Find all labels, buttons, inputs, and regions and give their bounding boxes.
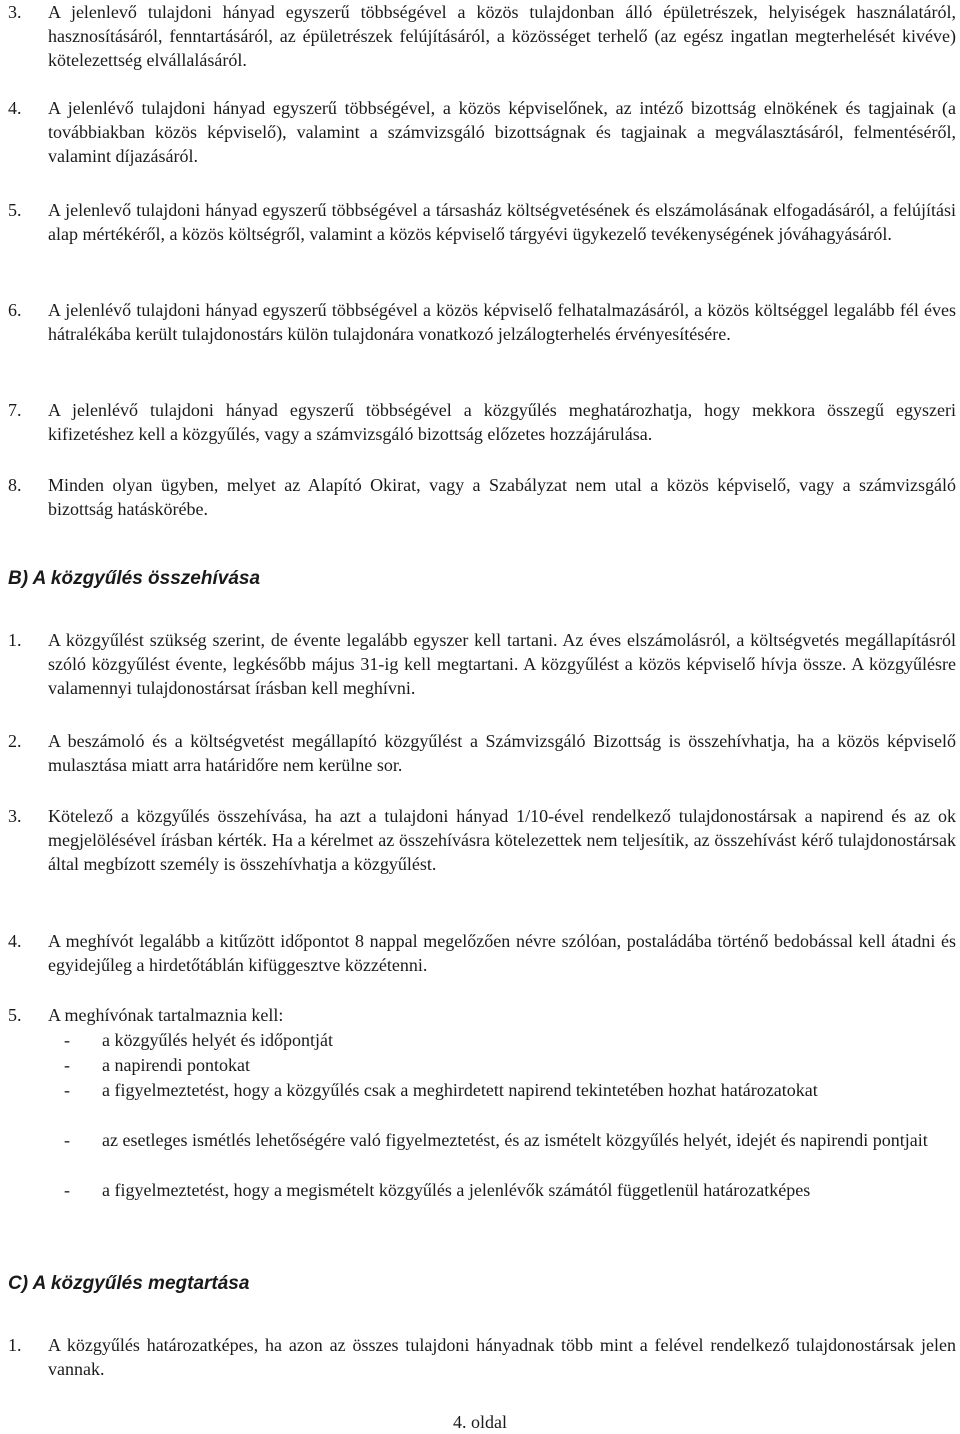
dash-item-text: a közgyűlés helyét és időpontját (102, 1030, 333, 1050)
list-item (8, 473, 956, 521)
list-item (8, 1333, 956, 1381)
dash-list-item (64, 1053, 956, 1077)
item-number: 3. (8, 806, 22, 826)
item-text: Kötelező a közgyűlés összehívása, ha azt a tulajdoni hányad 1/10-ével rendelkező tulajdonostársak a napirend és az ok megjelölésével írásban kérték. Ha a kérelmet az összehívásra kötelezettek nem teljesítik, az összehívást kérő tulajdonostársak által megbízott személy is összehívhatja a közgyűlést. (48, 806, 956, 874)
item-number: 3. (8, 2, 22, 22)
section-heading: C) A közgyűlés megtartása (8, 1273, 250, 1294)
item-text: A meghívónak tartalmaznia kell: (48, 1005, 284, 1025)
item-text: A jelenlévő tulajdoni hányad egyszerű többségével a közgyűlés meghatározhatja, hogy mekkora összegű egyszeri kifizetéshez kell a közgyűlés, vagy a számvizsgáló bizottság előzetes hozzájárulása. (48, 400, 956, 444)
list-item (8, 1003, 956, 1027)
dash-list-item (64, 1028, 956, 1052)
dash-item-text: a napirendi pontokat (102, 1055, 250, 1075)
list-item (8, 729, 956, 777)
item-text: A jelenlévő tulajdoni hányad egyszerű többségével, a közös képviselőnek, az intéző bizottság elnökének és tagjainak (a továbbiakban közös képviselő), valamint a számvizsgáló bizottságnak és tagjainak a megválasztásáról, felmentéséről, valamint díjazásáról. (48, 98, 956, 166)
dash-mark: - (64, 1130, 70, 1150)
dash-mark: - (64, 1080, 70, 1100)
dash-item-text: az esetleges ismétlés lehetőségére való figyelmeztetést, és az ismételt közgyűlés helyét, idejét és napirendi pontjait (102, 1130, 928, 1150)
list-item (8, 804, 956, 876)
dash-mark: - (64, 1055, 70, 1075)
dash-list-item (64, 1128, 956, 1152)
item-text: A jelenlevő tulajdoni hányad egyszerű többségével a közös tulajdonban álló épületrészek, helyiségek használatáról, hasznosításáról, fenntartásáról, az épületrészek felújításáról, a közösséget terhelő (az egész ingatlan megterhelését kivéve) kötelezettség elvállalásáról. (48, 2, 956, 70)
item-number: 6. (8, 300, 22, 320)
list-item (8, 96, 956, 168)
item-number: 4. (8, 931, 22, 951)
dash-list-item (64, 1178, 956, 1202)
list-item (8, 398, 956, 446)
list-item (8, 298, 956, 346)
dash-mark: - (64, 1180, 70, 1200)
item-text: A jelenlevő tulajdoni hányad egyszerű többségével a társasház költségvetésének és elszámolásának elfogadásáról, a felújítási alap mértékéről, a közös költségről, valamint a közös képviselő tárgyévi ügykezelő tevékenységének jóváhagyásáról. (48, 200, 956, 244)
item-text: A beszámoló és a költségvetést megállapító közgyűlést a Számvizsgáló Bizottság is összehívhatja, ha a közös képviselő mulasztása miatt arra határidőre nem kerülne sor. (48, 731, 956, 775)
item-number: 5. (8, 200, 22, 220)
section-heading: B) A közgyűlés összehívása (8, 568, 261, 589)
item-number: 5. (8, 1005, 22, 1025)
page-number: 4. oldal (453, 1412, 507, 1432)
list-item (8, 628, 956, 700)
dash-item-text: a figyelmeztetést, hogy a közgyűlés csak a meghirdetett napirend tekintetében hozhat határozatokat (102, 1080, 818, 1100)
item-text: A közgyűlés határozatképes, ha azon az összes tulajdoni hányadnak több mint a felével rendelkező tulajdonostársak jelen vannak. (48, 1335, 956, 1379)
item-number: 8. (8, 475, 22, 495)
list-item (8, 0, 956, 72)
item-number: 4. (8, 98, 22, 118)
dash-list-item (64, 1078, 956, 1102)
dash-mark: - (64, 1030, 70, 1050)
list-item (8, 929, 956, 977)
item-text: A közgyűlést szükség szerint, de évente legalább egyszer kell tartani. Az éves elszámolásról, a költségvetés megállapításról szóló közgyűlést évente, legkésőbb május 31-ig kell megtartani. A közgyűlést a közös képviselő hívja össze. A közgyűlésre valamennyi tulajdonostársat írásban kell meghívni. (48, 630, 956, 698)
dash-item-text: a figyelmeztetést, hogy a megismételt közgyűlés a jelenlévők számától függetlenül határozatképes (102, 1180, 811, 1200)
item-number: 7. (8, 400, 22, 420)
item-text: Minden olyan ügyben, melyet az Alapító Okirat, vagy a Szabályzat nem utal a közös képviselő, vagy a számvizsgáló bizottság hatáskörébe. (48, 475, 956, 519)
item-text: A jelenlévő tulajdoni hányad egyszerű többségével a közös képviselő felhatalmazásáról, a közös költséggel legalább fél éves hátralékába került tulajdonostárs külön tulajdonára vonatkozó jelzálogterhelés érvényesítésére. (48, 300, 956, 344)
item-text: A meghívót legalább a kitűzött időpontot 8 nappal megelőzően névre szólóan, postaládába történő bedobással kell átadni és egyidejűleg a hirdetőtáblán kifüggesztve közzétenni. (48, 931, 956, 975)
item-number: 1. (8, 630, 22, 650)
item-number: 2. (8, 731, 22, 751)
list-item (8, 198, 956, 246)
item-number: 1. (8, 1335, 22, 1355)
